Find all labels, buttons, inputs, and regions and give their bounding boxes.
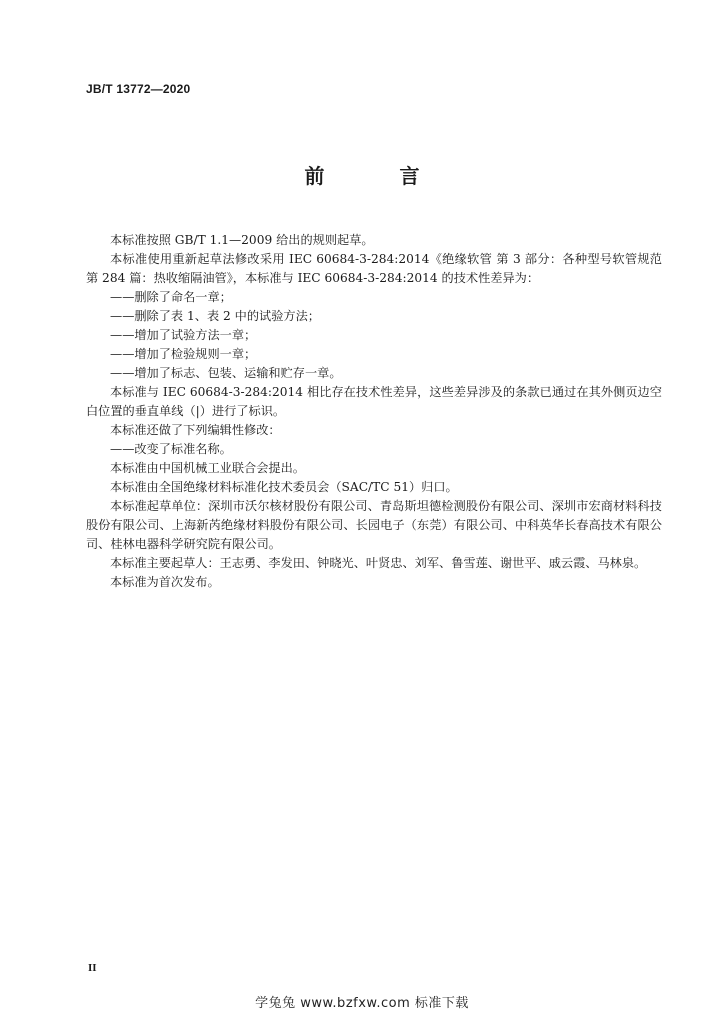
paragraph-editorial-changes: 本标准还做了下列编辑性修改：	[110, 423, 281, 437]
list-item-editorial: ——改变了标准名称。	[110, 442, 232, 456]
list-item-difference: ——增加了试验方法一章；	[110, 328, 257, 342]
paragraph-adoption: 本标准使用重新起草法修改采用 IEC 60684-3-284:2014《绝缘软管 第 3 部分：各种型号软管规范 第 284 篇：热收缩隔油管》，本标准与 IEC 60684-3-284:2014 的技术性差异为：	[86, 252, 662, 285]
list-item-difference: ——删除了表 1、表 2 中的试验方法；	[110, 309, 320, 323]
paragraph-proposer: 本标准由中国机械工业联合会提出。	[110, 461, 305, 475]
list-item-difference: ——增加了标志、包装、运输和贮存一章。	[110, 366, 342, 380]
paragraph-drafting-units: 本标准起草单位：深圳市沃尔核材股份有限公司、青岛斯坦德检测股份有限公司、深圳市宏商材料科技股份有限公司、上海新芮绝缘材料股份有限公司、长园电子（东莞）有限公司、中科英华长春高技术有限公司、桂林电器科学研究院有限公司。	[86, 499, 662, 551]
standard-code: JB/T 13772—2020	[86, 82, 191, 96]
paragraph-marking-note: 本标准与 IEC 60684-3-284:2014 相比存在技术性差异，这些差异涉及的条款已通过在其外侧页边空白位置的垂直单线（|）进行了标识。	[86, 385, 662, 418]
page-title: 前 言	[304, 164, 454, 188]
download-watermark: 学兔兔 www.bzfxw.com 标准下载	[255, 996, 469, 1011]
list-item-difference: ——增加了检验规则一章；	[110, 347, 257, 361]
paragraph-drafters: 本标准主要起草人：王志勇、李发田、钟晓光、叶贤忠、刘军、鲁雪莲、谢世平、戚云霞、马林泉。	[110, 556, 647, 570]
page-number: II	[88, 962, 97, 974]
paragraph-drafting-rules: 本标准按照 GB/T 1.1—2009 给出的规则起草。	[110, 233, 374, 247]
foreword-body	[86, 231, 662, 592]
list-item-difference: ——删除了命名一章；	[110, 290, 232, 304]
paragraph-responsible-committee: 本标准由全国绝缘材料标准化技术委员会（SAC/TC 51）归口。	[110, 480, 458, 494]
paragraph-first-release: 本标准为首次发布。	[110, 575, 220, 589]
